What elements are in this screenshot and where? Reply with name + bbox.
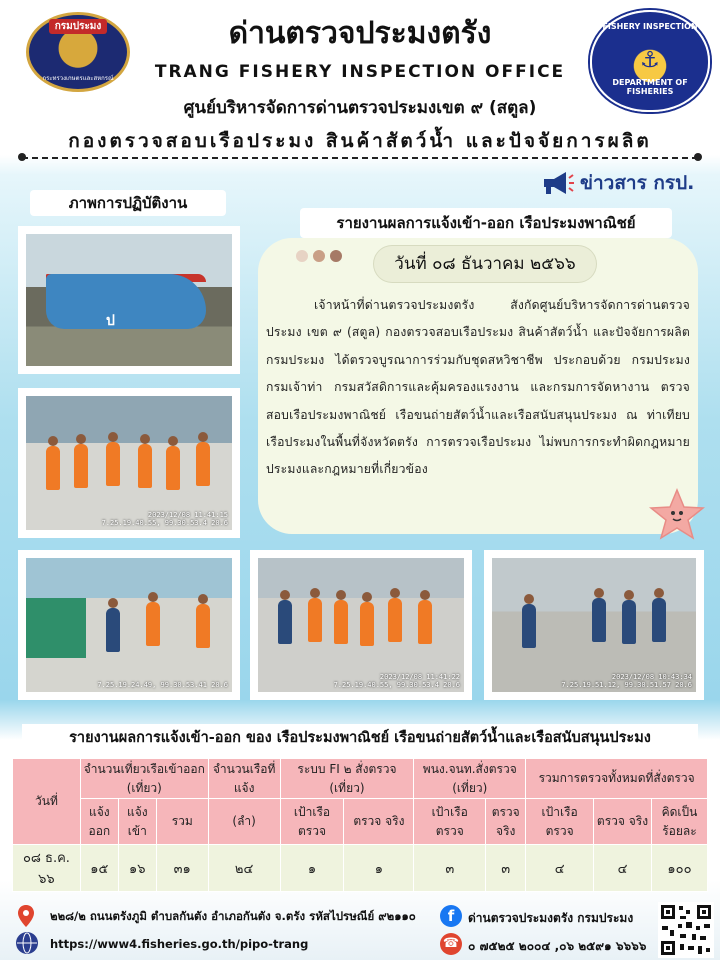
cell-pnc-target: ๓ [414, 845, 486, 892]
table-header-row [13, 759, 708, 799]
header-trips: จำนวนเที่ยวเรือเข้าออก (เที่ยว) [80, 759, 208, 799]
header-divider [22, 157, 698, 159]
photo-timestamp: 2023/12/08 11:41:15 7.25.19.40.55, 99.30.53.4 20.6 [101, 511, 228, 527]
subheader-in: แจ้ง เข้า [118, 799, 156, 845]
report-table [12, 758, 708, 892]
subheader-total-target: เป้าเรือ ตรวจ [526, 799, 594, 845]
subheader-fi2-actual: ตรวจ จริง [344, 799, 414, 845]
subheader-pnc-target: เป้าเรือ ตรวจ [414, 799, 486, 845]
photo-crew-lineup [250, 550, 472, 700]
cell-sum: ๓๑ [156, 845, 208, 892]
cell-in: ๑๖ [118, 845, 156, 892]
table-row [13, 845, 708, 892]
cell-fi2-target: ๑ [280, 845, 344, 892]
header-vessels: จำนวนเรือที่แจ้ง [208, 759, 280, 799]
starfish-icon [648, 488, 706, 540]
location-pin-icon [16, 904, 36, 928]
subheader-out: แจ้ง ออก [80, 799, 118, 845]
subheader-fi2-target: เป้าเรือ ตรวจ [280, 799, 344, 845]
phone-icon: ☎ [440, 933, 462, 955]
section-label-report: รายงานผลการแจ้งเข้า-ออก เรือประมงพาณิชย์ [300, 208, 672, 238]
photo-crew-inspection [18, 388, 240, 538]
header-total: รวมการตรวจทั้งหมดที่สั่งตรวจ [526, 759, 708, 799]
cell-pnc-actual: ๓ [486, 845, 526, 892]
report-body: เจ้าหน้าที่ด่านตรวจประมงตรัง สังกัดศูนย์บริหารจัดการด่านตรวจประมง เขต ๙ (สตูล) กองตรวจสอบเรือประมง สินค้าสัตว์น้ำ และปัจจัยการผลิต กรมประมง ได้ตรวจบูรณาการร่วมกับชุดสหวิชาชีพ ประกอบด้วย กรมประมง กรมเจ้าท่า กรมสวัสดิการและคุ้มครองแรงงาน และกรมการจัดหางาน ตรวจสอบเรือประมงพาณิชย์ เรือขนถ่ายสัตว์น้ำและเรือสนับสนุนประมง ณ ท่าเทียบเรือประมงในพื้นที่จังหวัดตรัง การตรวจเรือประมง ไม่พบการกระทำผิดกฎหมายประมงและกฎหมายที่เกี่ยวข้อง [266, 298, 690, 477]
seal-bottom-text: กระทรวงเกษตรและสหกรณ์ [42, 75, 114, 82]
subheader-sum: รวม [156, 799, 208, 845]
badge-bottom-text: DEPARTMENT OF FISHERIES [612, 78, 688, 96]
header-pnc: พนง.จนท.สั่งตรวจ (เที่ยว) [414, 759, 526, 799]
badge-top-text: FISHERY INSPECTION [602, 22, 698, 31]
photo-timestamp: 2023/12/08 11:41:22 7.25.19.40.55, 99.30.53.4 20.6 [333, 673, 460, 689]
department-seal-logo [26, 12, 130, 92]
photo-fishing-boat [18, 226, 240, 374]
subheader-pnc-actual: ตรวจ จริง [486, 799, 526, 845]
photo-officers-pier [484, 550, 704, 700]
globe-icon [16, 932, 38, 954]
decorative-dots [296, 250, 342, 262]
section-label-photos: ภาพการปฏิบัติงาน [30, 190, 226, 216]
divider-dot [18, 153, 26, 161]
page-title-english: TRANG FISHERY INSPECTION OFFICE [154, 62, 566, 82]
table-title: รายงานผลการแจ้งเข้า-ออก ของ เรือประมงพาณิชย์ เรือขนถ่ายสัตว์น้ำและเรือสนับสนุนประมง [22, 724, 698, 752]
phone-number: ๐ ๗๕๒๕ ๒๐๐๔ ,๐๖ ๒๕๙๑ ๖๖๖๖ [468, 939, 647, 953]
header-fi2: ระบบ FI ๒ สั่งตรวจ (เที่ยว) [280, 759, 414, 799]
photo-document-check [18, 550, 240, 700]
division-name: กองตรวจสอบเรือประมง สินค้าสัตว์น้ำ และปัจจัยการผลิต [68, 130, 652, 152]
photo-timestamp: 7.25.19.24.49, 99.30.53.41 20.6 [97, 681, 228, 689]
photo-timestamp: 2023/12/08 10:43:34 7.25.19.51.12, 99.30.51.57 20.6 [561, 673, 692, 689]
cell-vessels: ๒๔ [208, 845, 280, 892]
news-label: ข่าวสาร กรป. [580, 172, 695, 194]
anchor-icon: ⚓ [640, 48, 660, 73]
boat-number: ป [106, 313, 115, 329]
qr-code[interactable] [658, 902, 714, 958]
table-subheader-row [13, 799, 708, 845]
cell-percent: ๑๐๐ [651, 845, 707, 892]
report-date: วันที่ ๐๘ ธันวาคม ๒๕๖๖ [374, 246, 596, 282]
facebook-page-link[interactable]: ด่านตรวจประมงตรัง กรมประมง [468, 911, 634, 925]
cell-fi2-actual: ๑ [344, 845, 414, 892]
facebook-icon[interactable]: f [440, 905, 462, 927]
center-name: ศูนย์บริหารจัดการด่านตรวจประมงเขต ๙ (สตูล) [183, 98, 537, 118]
header-date: วันที่ [13, 759, 81, 845]
subheader-total-actual: ตรวจ จริง [594, 799, 652, 845]
website-link[interactable]: https://www4.fisheries.go.th/pipo-trang [50, 937, 309, 951]
footer-address: ๒๒๘/๒ ถนนตรังภูมิ ตำบลกันตัง อำเภอกันตัง จ.ตรัง รหัสไปรษณีย์ ๙๒๑๑๐ [50, 909, 416, 923]
page-title: ด่านตรวจประมงตรัง [228, 16, 492, 51]
seal-top-text: กรมประมง [49, 19, 108, 34]
subheader-percent: คิดเป็น ร้อยละ [651, 799, 707, 845]
cell-total-actual: ๔ [594, 845, 652, 892]
cell-out: ๑๕ [80, 845, 118, 892]
cell-date: ๐๘ ธ.ค. ๖๖ [13, 845, 81, 892]
news-tag [540, 168, 710, 198]
megaphone-icon [540, 170, 574, 196]
fishery-inspection-badge-logo [590, 10, 710, 112]
divider-dot [694, 153, 702, 161]
cell-total-target: ๔ [526, 845, 594, 892]
subheader-unit: (ลำ) [208, 799, 280, 845]
